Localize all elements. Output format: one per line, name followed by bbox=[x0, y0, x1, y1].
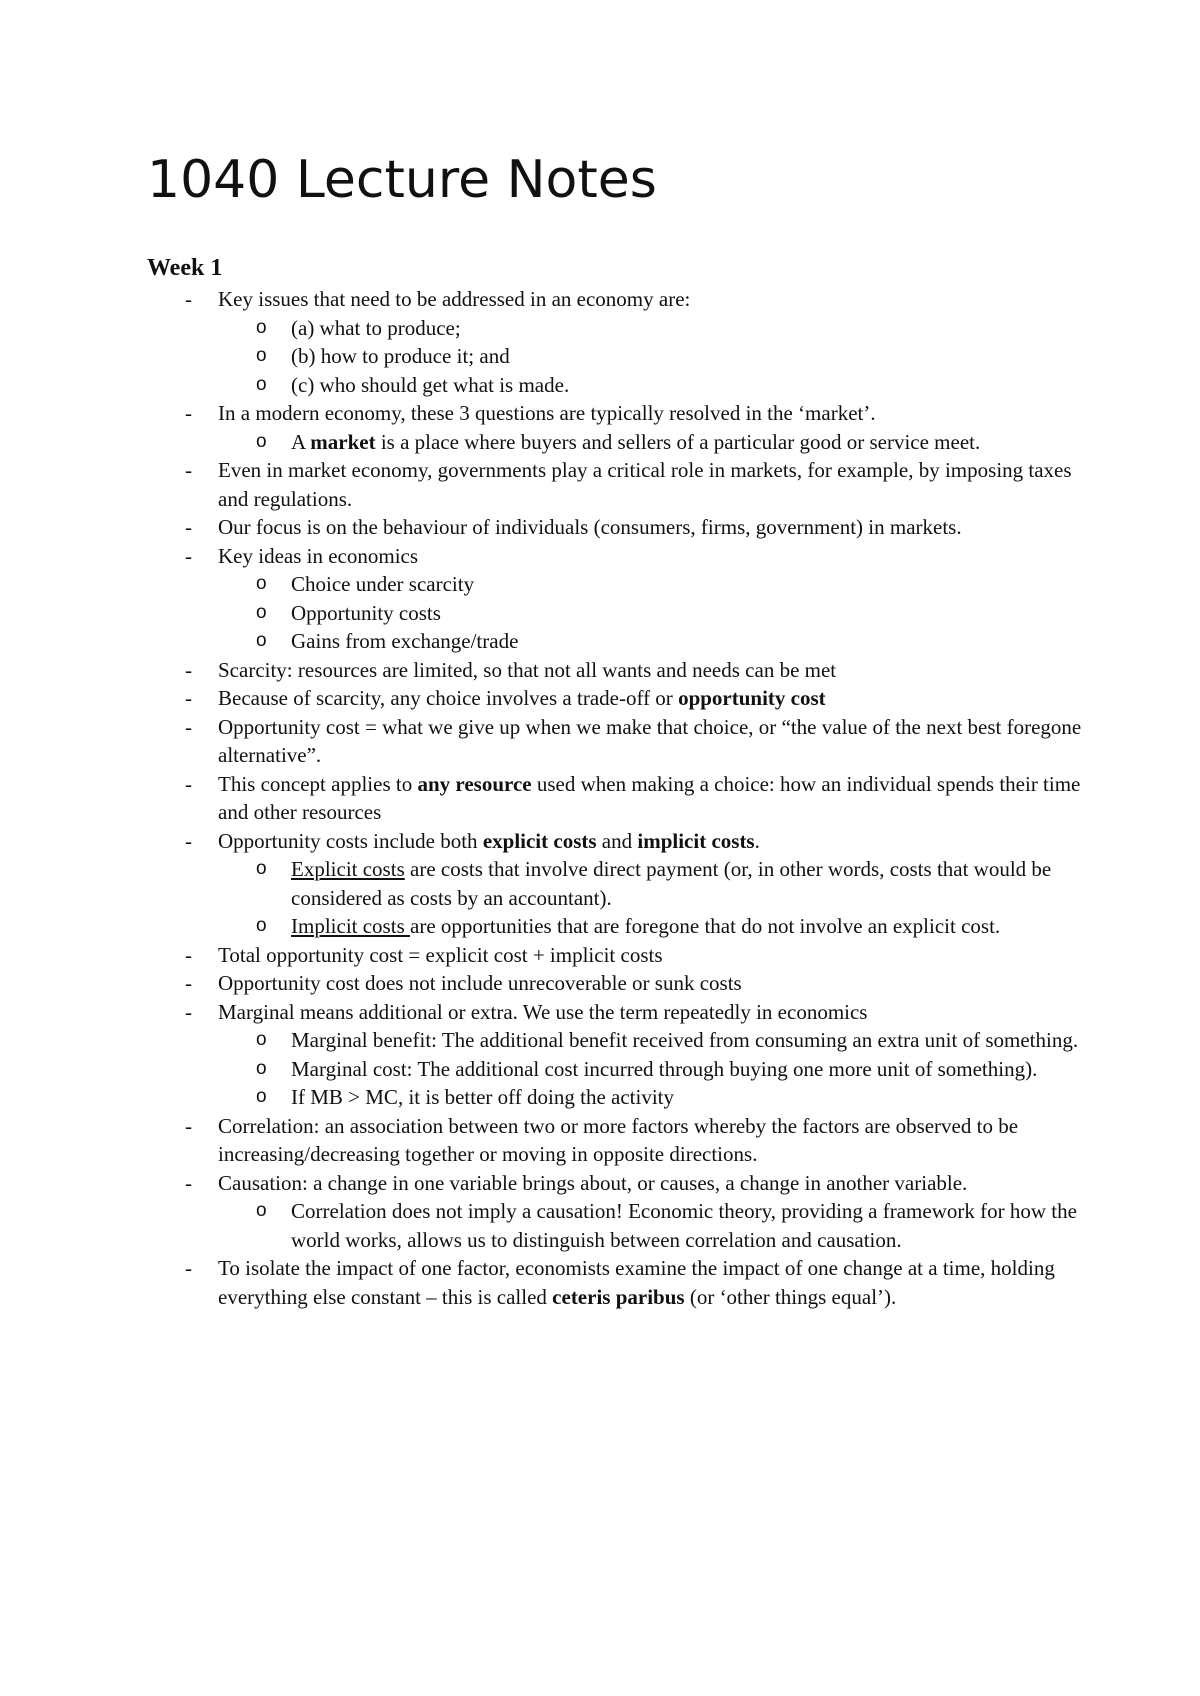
dash-bullet-icon: - bbox=[185, 714, 192, 739]
circle-bullet-icon: o bbox=[256, 373, 267, 395]
list-item-text bbox=[218, 971, 742, 995]
sub-list-item-text bbox=[220, 1026, 1087, 1055]
list-item bbox=[147, 1112, 1087, 1169]
dash-bullet-icon: - bbox=[185, 657, 192, 682]
dash-bullet-icon: - bbox=[185, 515, 192, 539]
bold-term: any resource bbox=[417, 771, 532, 796]
list-item bbox=[147, 1169, 1087, 1255]
underlined-term: Explicit costs bbox=[291, 857, 405, 881]
text-run: (c) who should get what is made. bbox=[291, 372, 570, 397]
text-run: Because of scarcity, any choice involves a trade-off or bbox=[218, 686, 679, 710]
sub-list-item bbox=[147, 599, 1087, 628]
text-run: (or ‘other things equal’). bbox=[684, 1284, 897, 1309]
bold-term: explicit costs bbox=[482, 828, 597, 853]
dash-bullet-icon: - bbox=[185, 828, 192, 853]
sub-list-item bbox=[147, 428, 1087, 457]
sub-list-item bbox=[147, 1197, 1087, 1254]
circle-bullet-icon: o bbox=[256, 430, 267, 452]
circle-bullet-icon: o bbox=[256, 915, 267, 936]
text-run: is a place where buyers and sellers of a particular good or service meet. bbox=[375, 429, 981, 454]
circle-bullet-icon: o bbox=[256, 601, 267, 623]
list-item-text bbox=[218, 686, 826, 710]
text-run: . bbox=[754, 828, 760, 853]
list-item bbox=[147, 713, 1087, 770]
text-run: Opportunity costs bbox=[291, 600, 441, 625]
circle-bullet-icon: o bbox=[256, 1029, 267, 1050]
text-run: Total opportunity cost = explicit cost + implicit costs bbox=[218, 942, 663, 967]
sub-list-item-text bbox=[220, 342, 1087, 371]
text-run: are opportunities that are foregone that do not involve an explicit cost. bbox=[410, 914, 1001, 938]
list-item-text bbox=[218, 1256, 1055, 1309]
list-item-text bbox=[218, 772, 1080, 825]
list-item bbox=[147, 998, 1087, 1112]
sub-list-item bbox=[147, 371, 1087, 400]
text-run: Marginal benefit: The additional benefit received from consuming an extra unit of something. bbox=[291, 1028, 1079, 1052]
sub-list-item-text bbox=[220, 428, 1087, 457]
list-item-text bbox=[218, 658, 836, 682]
text-run: Opportunity costs include both bbox=[218, 828, 483, 853]
text-run: To isolate the impact of one factor, economists examine the impact of one change at a time, holding everything else constant – this is called bbox=[218, 1256, 1055, 1309]
text-run: Causation: a change in one variable brings about, or causes, a change in another variable. bbox=[218, 1170, 968, 1195]
text-run: Gains from exchange/trade bbox=[291, 629, 519, 653]
sub-list-item-text bbox=[220, 1055, 1087, 1084]
sub-list-item-text bbox=[220, 855, 1087, 912]
dash-bullet-icon: - bbox=[185, 942, 192, 967]
list-item bbox=[147, 684, 1087, 713]
list-item bbox=[147, 285, 1087, 399]
circle-bullet-icon: o bbox=[256, 316, 267, 338]
list-item bbox=[147, 969, 1087, 998]
dash-bullet-icon: - bbox=[185, 458, 192, 482]
week-heading: Week 1 bbox=[147, 255, 223, 281]
list-item bbox=[147, 513, 1087, 542]
text-run: Correlation does not imply a causation! Economic theory, providing a framework for how the world works, allows us to distinguish between correlation and causation. bbox=[291, 1199, 1077, 1252]
list-item-text bbox=[218, 1171, 967, 1195]
circle-bullet-icon: o bbox=[256, 345, 267, 366]
sub-list-item bbox=[147, 855, 1087, 912]
list-item bbox=[147, 770, 1087, 827]
text-run: A bbox=[291, 429, 311, 454]
list-item bbox=[147, 1254, 1087, 1311]
bold-term: ceteris paribus bbox=[552, 1284, 685, 1309]
list-item-text bbox=[218, 458, 1072, 511]
underlined-term: Implicit costs bbox=[291, 914, 410, 938]
text-run: Key issues that need to be addressed in an economy are: bbox=[218, 287, 691, 311]
dash-bullet-icon: - bbox=[185, 1170, 192, 1195]
text-run: Marginal means additional or extra. We use the term repeatedly in economics bbox=[218, 999, 868, 1024]
list-item-text bbox=[218, 829, 760, 853]
dash-bullet-icon: - bbox=[185, 971, 192, 995]
sub-list-item bbox=[147, 314, 1087, 343]
list-item-text bbox=[218, 1114, 1018, 1167]
sub-list-item bbox=[147, 342, 1087, 371]
dash-bullet-icon: - bbox=[185, 287, 192, 311]
sub-list-item-text bbox=[220, 599, 1087, 628]
circle-bullet-icon: o bbox=[256, 858, 267, 879]
list-item-text bbox=[218, 715, 1081, 768]
sub-list-item-text bbox=[220, 1083, 1087, 1112]
sub-list-item-text bbox=[220, 371, 1087, 400]
sub-list-item-text bbox=[220, 570, 1087, 599]
sub-list-item-text bbox=[220, 912, 1087, 941]
text-run: are costs that involve direct payment (or, in other words, costs that would be considered as costs by an accountant). bbox=[291, 857, 1052, 910]
dash-bullet-icon: - bbox=[185, 1113, 192, 1138]
list-item bbox=[147, 941, 1087, 970]
list-item bbox=[147, 827, 1087, 941]
list-item bbox=[147, 456, 1087, 513]
text-run: Opportunity cost = what we give up when we make that choice, or “the value of the next best foregone alternative”. bbox=[218, 714, 1082, 767]
sub-list-item bbox=[147, 1026, 1087, 1055]
list-item-text bbox=[218, 401, 876, 425]
list-item bbox=[147, 542, 1087, 656]
sub-list-item bbox=[147, 570, 1087, 599]
text-run: Our focus is on the behaviour of individuals (consumers, firms, government) in markets. bbox=[218, 515, 962, 539]
list-item-text bbox=[218, 1000, 867, 1024]
bold-term: implicit costs bbox=[637, 828, 755, 853]
dash-bullet-icon: - bbox=[185, 686, 192, 710]
circle-bullet-icon: o bbox=[256, 1200, 267, 1221]
list-item bbox=[147, 399, 1087, 456]
text-run: Opportunity cost does not include unrecoverable or sunk costs bbox=[218, 971, 742, 995]
circle-bullet-icon: o bbox=[256, 1057, 267, 1079]
text-run: If MB > MC, it is better off doing the activity bbox=[291, 1085, 674, 1109]
sub-list-item bbox=[147, 1083, 1087, 1112]
text-run: Even in market economy, governments play a critical role in markets, for example, by imposing taxes and regulations. bbox=[218, 458, 1072, 511]
sub-list-item bbox=[147, 1055, 1087, 1084]
circle-bullet-icon: o bbox=[256, 630, 267, 651]
text-run: This concept applies to bbox=[218, 771, 418, 796]
bold-term: market bbox=[310, 429, 376, 454]
text-run: Scarcity: resources are limited, so that not all wants and needs can be met bbox=[218, 657, 837, 682]
document-title: 1040 Lecture Notes bbox=[147, 150, 657, 210]
text-run: (a) what to produce; bbox=[291, 315, 461, 340]
dash-bullet-icon: - bbox=[185, 543, 192, 568]
list-item-text bbox=[218, 544, 418, 568]
text-run: Correlation: an association between two or more factors whereby the factors are observed to be increasing/decreasing together or moving in opposite directions. bbox=[218, 1113, 1019, 1166]
text-run: In a modern economy, these 3 questions are typically resolved in the ‘market’. bbox=[218, 401, 876, 425]
dash-bullet-icon: - bbox=[185, 401, 192, 425]
list-item-text bbox=[218, 287, 690, 311]
text-run: Key ideas in economics bbox=[218, 543, 419, 568]
circle-bullet-icon: o bbox=[256, 573, 267, 594]
dash-bullet-icon: - bbox=[185, 1256, 192, 1280]
list-item-text bbox=[218, 515, 962, 539]
list-item bbox=[147, 656, 1087, 685]
bold-term: opportunity cost bbox=[678, 686, 826, 710]
text-run: Marginal cost: The additional cost incurred through buying one more unit of something). bbox=[291, 1056, 1038, 1081]
notes-list bbox=[147, 285, 1087, 1311]
sub-list-item-text bbox=[220, 627, 1087, 656]
dash-bullet-icon: - bbox=[185, 771, 192, 796]
dash-bullet-icon: - bbox=[185, 999, 192, 1024]
text-run: Choice under scarcity bbox=[291, 572, 475, 596]
text-run: (b) how to produce it; and bbox=[291, 344, 510, 368]
circle-bullet-icon: o bbox=[256, 1086, 267, 1107]
sub-list-item bbox=[147, 627, 1087, 656]
list-item-text bbox=[218, 943, 663, 967]
sub-list-item-text bbox=[220, 314, 1087, 343]
text-run: and bbox=[596, 828, 638, 853]
sub-list-item bbox=[147, 912, 1087, 941]
sub-list-item-text bbox=[220, 1197, 1087, 1254]
text-run: used when making a choice: how an individual spends their time and other resources bbox=[218, 771, 1081, 824]
